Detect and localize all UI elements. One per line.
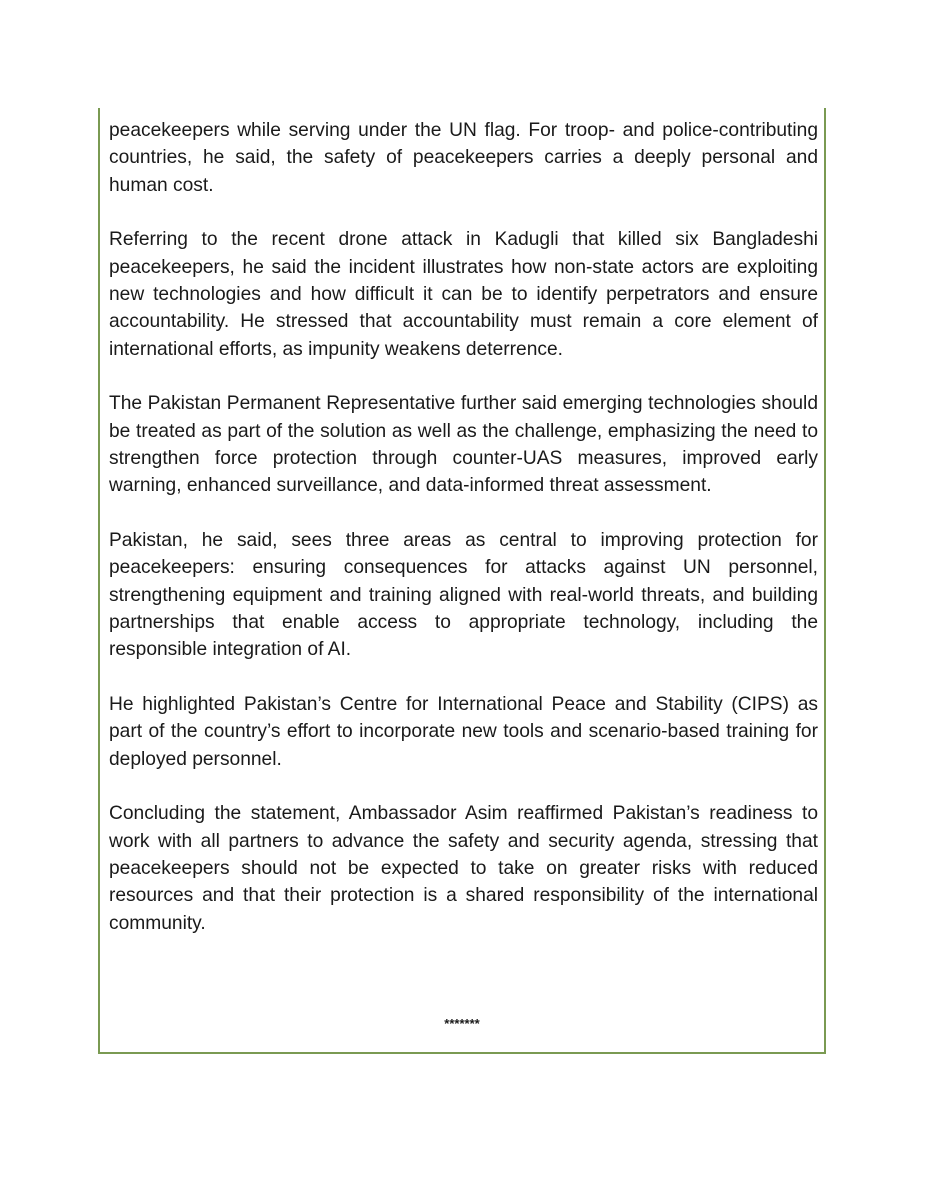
paragraph-6: Concluding the statement, Ambassador Asim reaffirmed Pakistan’s readiness to work with all partners to advance the safety and security agenda, stressing that peacekeepers should not be expected to take on greater risks with reduced resources and that their protection is a shared responsibility of the international community. [109, 803, 818, 934]
paragraph-3: The Pakistan Permanent Representative further said emerging technologies should be treated as part of the solution as well as the challenge, emphasizing the need to strengthen force protection through counter-UAS measures, improved early warning, enhanced surveillance, and data-informed threat assessment. [109, 393, 818, 497]
paragraph-5: He highlighted Pakistan’s Centre for International Peace and Stability (CIPS) as part of the country’s effort to incorporate new tools and scenario-based training for deployed personnel. [109, 694, 818, 770]
document-body [109, 117, 818, 964]
paragraph-2: Referring to the recent drone attack in Kadugli that killed six Bangladeshi peacekeepers, he said the incident illustrates how non-state actors are exploiting new technologies and how difficult it can be to identify perpetrators and ensure accountability. He stressed that accountability must remain a core element of international efforts, as impunity weakens deterrence. [109, 229, 818, 360]
paragraph-4: Pakistan, he said, sees three areas as central to improving protection for peacekeepers: ensuring consequences for attacks against UN personnel, strengthening equipment and training aligned with real-world threats, and building partnerships that enable access to appropriate technology, including the responsible integration of AI. [109, 530, 818, 661]
paragraph-1: peacekeepers while serving under the UN flag. For troop- and police-contributing countries, he said, the safety of peacekeepers carries a deeply personal and human cost. [109, 120, 818, 196]
end-of-document-mark: ******* [444, 1016, 480, 1031]
